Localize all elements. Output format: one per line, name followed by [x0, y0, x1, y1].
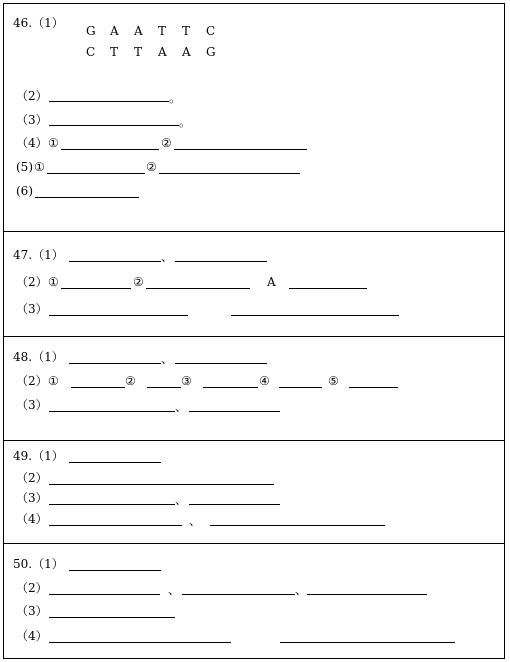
q48-part1-blank-1[interactable] [69, 363, 161, 364]
q46-part2-period: 。 [169, 91, 182, 105]
q49-part3-label: （3） [16, 491, 48, 505]
q46-part5-mark-1: ① [34, 160, 45, 174]
q47-part2-label: （2） [16, 275, 48, 289]
q48-part2-mark-5: ⑤ [328, 374, 339, 388]
q47-part3-blank-1[interactable] [49, 315, 188, 316]
q46-part5-label: (5) [16, 160, 33, 174]
q50-part1-blank[interactable] [69, 570, 161, 571]
q46-part2-label: （2） [16, 89, 48, 103]
q47-part2-blank-2[interactable] [146, 288, 250, 289]
q49-part3-blank-1[interactable] [49, 504, 175, 505]
q46-part4-blank-2[interactable] [174, 149, 307, 150]
dna-top-strand [86, 24, 230, 38]
q50-part2-blank-3[interactable] [307, 594, 427, 595]
base: G [206, 45, 216, 59]
q50-part2-label: （2） [16, 581, 48, 595]
q49-part1-label: 49.（1） [13, 449, 64, 463]
q46-part6-blank[interactable] [35, 197, 139, 198]
base: T [134, 45, 143, 59]
base: T [110, 45, 119, 59]
base: A [134, 24, 143, 38]
q50-part4-blank-2[interactable] [280, 642, 455, 643]
q46-part4-mark-1: ① [48, 136, 59, 150]
q50-part2-separator-1: 、 [168, 583, 181, 597]
q50-part4-label: （4） [16, 629, 48, 643]
q46-part4-blank-1[interactable] [61, 149, 159, 150]
q48-part2-label: （2） [16, 374, 48, 388]
q48-part1-blank-2[interactable] [175, 363, 267, 364]
q48-part3-label: （3） [16, 398, 48, 412]
base: T [182, 24, 191, 38]
q48-part2-mark-3: ③ [181, 374, 192, 388]
question-47-box [3, 231, 505, 337]
base: C [206, 24, 216, 38]
base: A [110, 24, 119, 38]
q48-part2-mark-1: ① [48, 374, 59, 388]
q49-part4-blank-1[interactable] [49, 525, 182, 526]
q47-part1-blank-1[interactable] [69, 261, 161, 262]
q47-part2-letter: A [267, 275, 276, 289]
q49-part1-blank[interactable] [69, 462, 161, 463]
q47-part1-blank-2[interactable] [175, 261, 267, 262]
q46-part4-mark-2: ② [161, 136, 172, 150]
q50-part3-label: （3） [16, 604, 48, 618]
base: C [86, 45, 96, 59]
question-48-box [3, 336, 505, 441]
q46-part5-blank-2[interactable] [159, 173, 300, 174]
question-49-box [3, 440, 505, 544]
q50-part1-label: 50.（1） [13, 557, 64, 571]
q50-part2-blank-1[interactable] [49, 594, 160, 595]
base: G [86, 24, 96, 38]
q48-part2-blank-3[interactable] [203, 387, 258, 388]
q50-part3-blank[interactable] [49, 617, 175, 618]
question-46-box [3, 3, 505, 232]
q48-part2-blank-4[interactable] [279, 387, 322, 388]
q48-part3-blank-2[interactable] [189, 411, 280, 412]
dna-bottom-strand [86, 45, 230, 59]
base: T [158, 24, 167, 38]
q47-part2-blank-3[interactable] [289, 288, 367, 289]
q46-part5-blank-1[interactable] [47, 173, 145, 174]
question-50-box [3, 543, 505, 659]
q49-part4-separator: 、 [189, 514, 202, 528]
q48-part1-label: 48.（1） [13, 350, 64, 364]
q48-part2-mark-2: ② [125, 374, 136, 388]
q46-part6-label: (6) [16, 184, 33, 198]
q47-part3-label: （3） [16, 302, 48, 316]
base: A [182, 45, 191, 59]
q48-part2-mark-4: ④ [259, 374, 270, 388]
q48-part1-separator: 、 [161, 352, 174, 366]
q49-part2-label: （2） [16, 471, 48, 485]
q46-part3-period: 。 [179, 115, 192, 129]
q46-part5-mark-2: ② [146, 160, 157, 174]
q48-part3-blank-1[interactable] [49, 411, 175, 412]
q47-part2-mark-1: ① [48, 275, 59, 289]
q47-part1-label: 47.（1） [13, 248, 64, 262]
q50-part2-blank-2[interactable] [182, 594, 295, 595]
q47-part2-mark-2: ② [133, 275, 144, 289]
q49-part4-blank-2[interactable] [210, 525, 385, 526]
q48-part2-blank-1[interactable] [71, 387, 125, 388]
q46-part3-label: （3） [16, 113, 48, 127]
q49-part2-blank[interactable] [49, 484, 274, 485]
base: A [158, 45, 167, 59]
q46-part3-blank[interactable] [49, 125, 179, 126]
q47-part2-blank-1[interactable] [61, 288, 131, 289]
q50-part2-separator-2: 、 [295, 583, 308, 597]
q49-part4-label: （4） [16, 512, 48, 526]
q46-part1-label: 46.（1） [13, 16, 64, 30]
q50-part4-blank-1[interactable] [49, 642, 231, 643]
q46-part2-blank[interactable] [49, 101, 169, 102]
q48-part3-separator: 、 [175, 400, 188, 414]
q47-part1-separator: 、 [161, 250, 174, 264]
q49-part3-separator: 、 [175, 493, 188, 507]
q46-part4-label: （4） [16, 136, 48, 150]
q47-part3-blank-2[interactable] [231, 315, 399, 316]
q48-part2-blank-5[interactable] [349, 387, 398, 388]
q48-part2-blank-2[interactable] [147, 387, 181, 388]
q49-part3-blank-2[interactable] [189, 504, 280, 505]
